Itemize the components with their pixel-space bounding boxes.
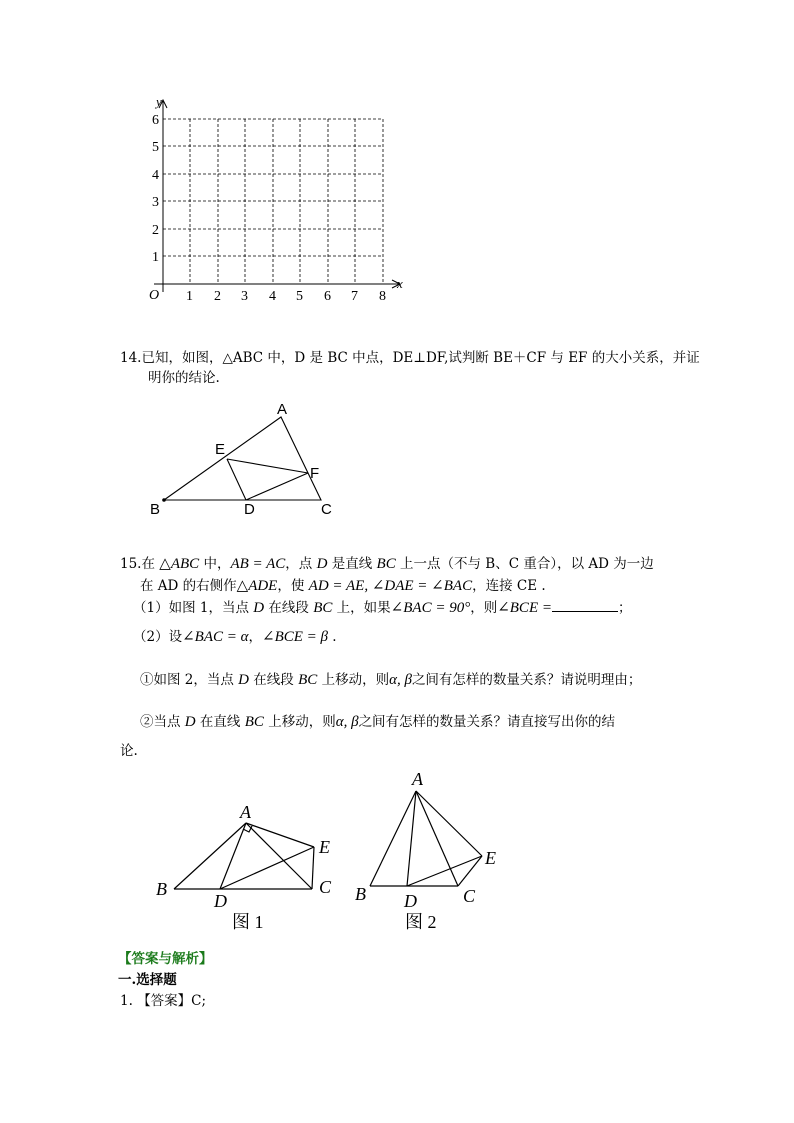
label-b: B	[150, 501, 161, 518]
label-f: F	[310, 465, 320, 482]
question-number: 14.	[120, 350, 142, 366]
fig1-label-e: E	[319, 837, 330, 857]
fig2-label-b: B	[355, 884, 366, 904]
fig2-label-e: E	[485, 848, 496, 868]
x-tick-label: 7	[351, 289, 358, 304]
section-heading: 一.选择题	[118, 972, 177, 988]
x-tick-label: 2	[214, 289, 221, 304]
y-tick-label: 3	[152, 195, 159, 210]
answer-item-1: 1. 【答案】C;	[120, 993, 207, 1009]
y-tick-label: 2	[152, 223, 159, 238]
fig1-label-d: D	[214, 891, 227, 911]
question-number: 15.	[120, 556, 142, 572]
point-b	[162, 498, 166, 502]
x-tick-label: 8	[379, 289, 386, 304]
label-a: A	[277, 401, 288, 418]
segment-ef	[227, 459, 308, 473]
y-axis-label: y	[156, 94, 162, 109]
x-tick-label: 5	[296, 289, 303, 304]
y-tick-label: 5	[152, 140, 159, 155]
q15-sub1: ①如图 2，当点 D 在线段 BC 上移动，则α, β之间有怎样的数量关系？请说明理由；	[140, 672, 642, 688]
q15-part1: （1）如图 1，当点 D 在线段 BC 上，如果∠BAC = 90°，则∠BCE = ；	[133, 600, 632, 616]
q15-sub2-cont: 论.	[120, 743, 138, 759]
fig2-label-a: A	[412, 769, 423, 789]
q15-part2: （2）设∠BAC = α，∠BCE = β .	[133, 629, 337, 645]
x-tick-label: 1	[186, 289, 193, 304]
fig2-label-c: C	[463, 886, 476, 906]
label-e: E	[215, 441, 226, 458]
fig1-label-a: A	[240, 802, 251, 822]
fig1-label-b: B	[156, 879, 167, 899]
figure-1	[174, 823, 314, 889]
q15-sub2: ②当点 D 在直线 BC 上移动，则α, β之间有怎样的数量关系？请直接写出你的结	[140, 714, 616, 730]
y-tick-label: 4	[152, 168, 159, 183]
triangle-abc	[164, 417, 321, 500]
figure-2	[370, 791, 482, 886]
q15-figures	[148, 766, 508, 941]
y-tick-label: 1	[152, 250, 159, 265]
segment-de	[227, 459, 246, 500]
coordinate-grid	[140, 92, 410, 307]
q14-line1	[120, 349, 700, 367]
grid-lines	[163, 119, 383, 284]
label-d: D	[244, 501, 255, 518]
q15-line2: 在 AD 的右侧作△ADE，使 AD = AE, ∠DAE = ∠BAC，连接 CE .	[140, 578, 546, 594]
answer-blank[interactable]	[552, 599, 618, 612]
q14-line2: 明你的结论.	[148, 370, 220, 386]
x-tick-label: 4	[269, 289, 276, 304]
q14-triangle-figure	[140, 396, 350, 526]
origin-label: O	[149, 288, 160, 303]
fig2-caption: 图 2	[405, 912, 437, 932]
segment-df	[246, 473, 308, 500]
answers-heading: 【答案与解析】	[118, 951, 213, 967]
label-c: C	[321, 501, 332, 518]
fig1-caption: 图 1	[232, 912, 264, 932]
q15-line1: 15.在 △ABC 中，AB = AC，点 D 是直线 BC 上一点（不与 B、C 重合），以 AD 为一边	[120, 556, 654, 572]
x-axis-label: x	[397, 276, 403, 291]
fig1-label-c: C	[319, 877, 332, 897]
question-text: 已知，如图，△ABC 中，D 是 BC 中点，DE⊥DF,试判断 BE＋CF 与 EF 的大小关系，并证	[141, 350, 700, 366]
x-tick-label: 6	[324, 289, 331, 304]
fig2-label-d: D	[404, 891, 417, 911]
y-tick-label: 6	[152, 113, 159, 128]
x-tick-label: 3	[241, 289, 248, 304]
